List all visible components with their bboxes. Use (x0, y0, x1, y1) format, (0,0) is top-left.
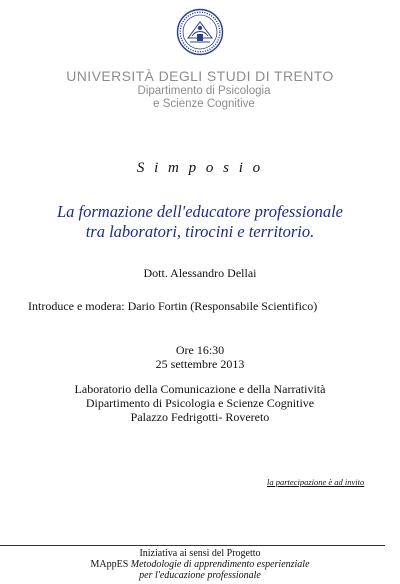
event-title-line-1: La formazione dell'educatore professionale (57, 202, 343, 221)
event-date: 25 settembre 2013 (155, 357, 245, 371)
footer-line-3 (0, 570, 400, 581)
department-line-2: e Scienze Cognitive (153, 98, 255, 110)
event-time: Ore 16:30 (175, 343, 225, 357)
footer-credits (0, 548, 400, 581)
venue-line-2: Dipartimento di Psicologia e Scienze Cognitive (85, 396, 315, 410)
speaker-name: Dott. Alessandro Dellai (143, 266, 257, 280)
event-title-line-2: tra laboratori, tirocini e territorio. (85, 222, 315, 241)
footer-project-acronym: MAppES (90, 559, 131, 570)
venue-line-3: Palazzo Fedrigotti- Rovereto (130, 410, 270, 424)
footer-project-title-cont: per l'educazione professionale (139, 570, 261, 581)
footer-project-title: Metodologie di apprendimento esperienziale (130, 559, 310, 570)
invite-note: la partecipazione è ad invito (267, 477, 365, 487)
event-datetime (0, 343, 400, 371)
department-line-1: Dipartimento di Psicologia (137, 85, 271, 97)
event-title (0, 202, 400, 242)
university-seal-icon (176, 8, 224, 56)
footer-line-2 (0, 559, 400, 570)
venue-line-1: Laboratorio della Comunicazione e della Narratività (74, 382, 326, 396)
footer-line-1: Iniziativa ai sensi del Progetto (139, 548, 261, 559)
moderator-line: Introduce e modera: Dario Fortin (Responsabile Scientifico) (28, 299, 318, 313)
department-name (0, 85, 400, 111)
event-type: S i m p o s i o (136, 160, 264, 176)
university-name: UNIVERSITÀ DEGLI STUDI DI TRENTO (66, 68, 334, 84)
footer-divider (0, 545, 385, 546)
event-venue (0, 382, 400, 424)
